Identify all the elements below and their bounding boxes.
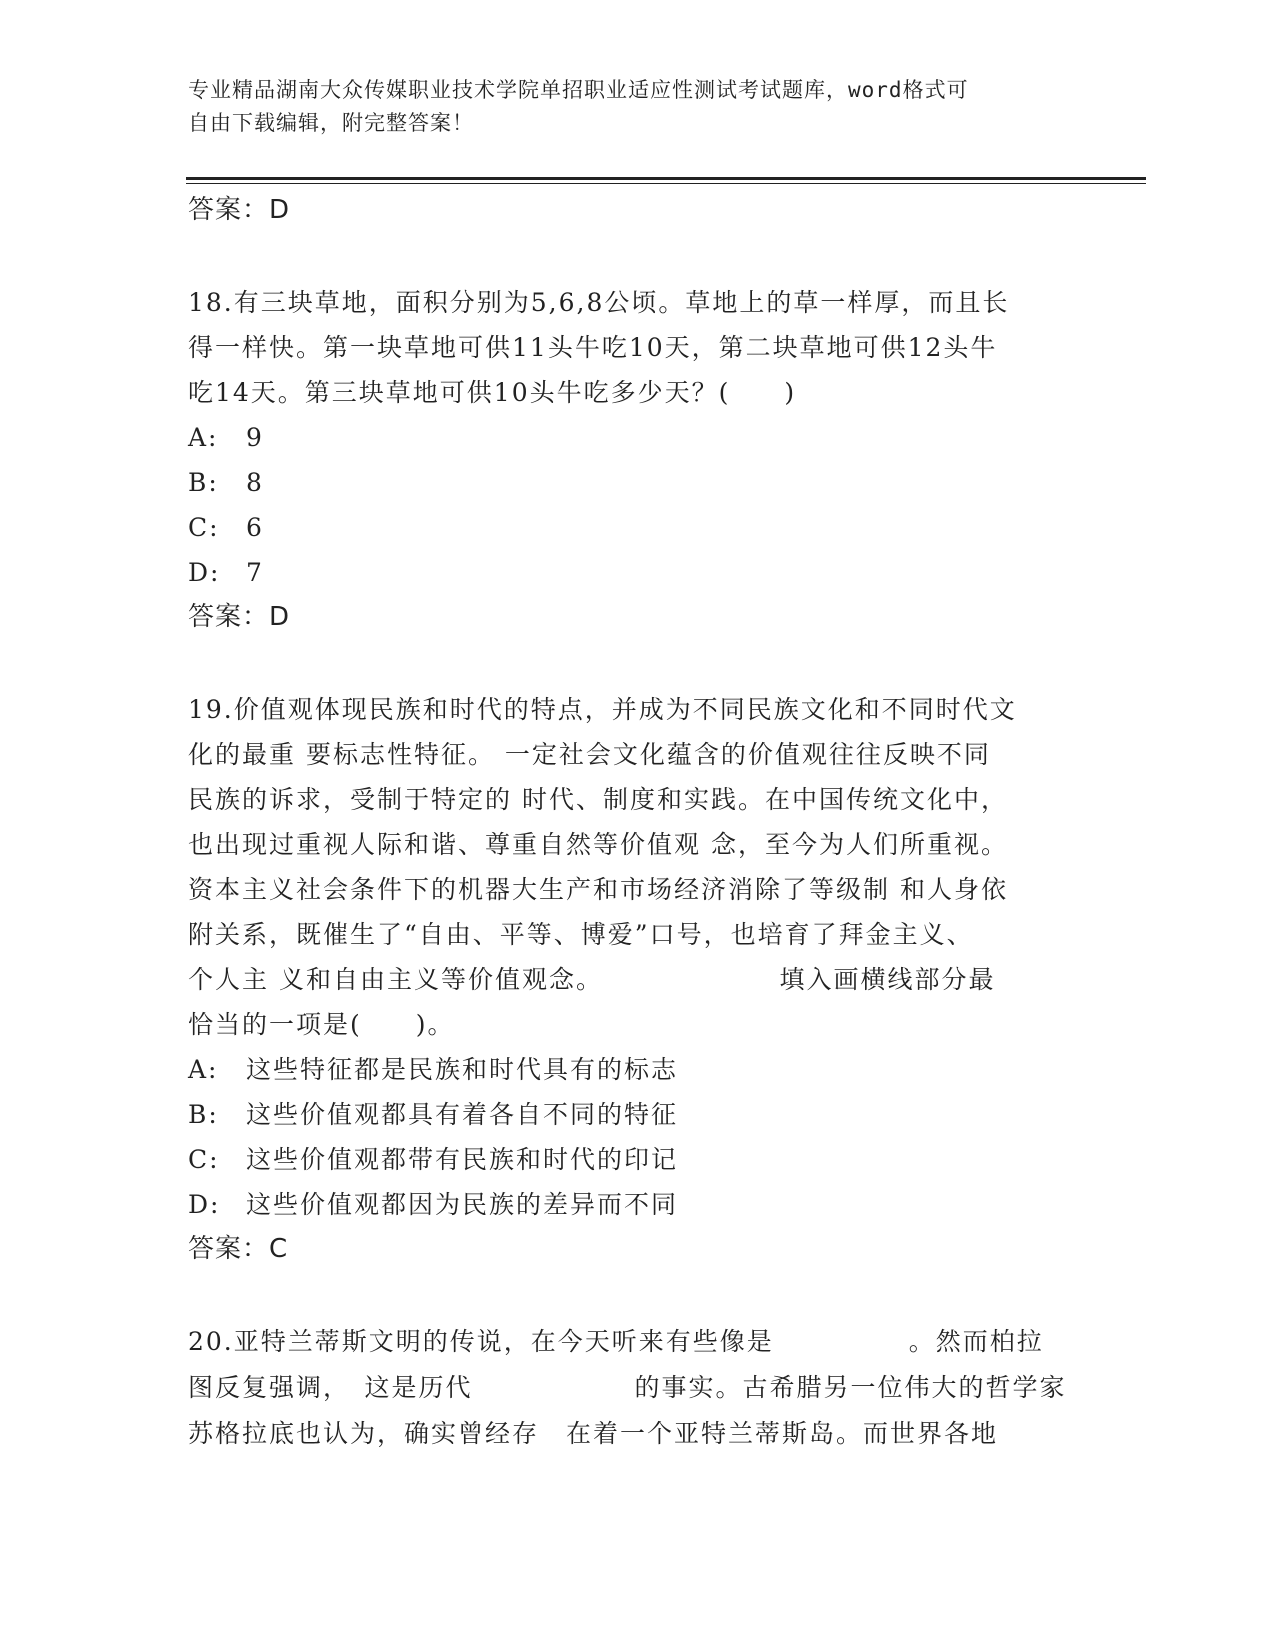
header-line-1: 专业精品湖南大众传媒职业技术学院单招职业适应性测试考试题库，word格式可 [188, 78, 969, 102]
question-18 [188, 280, 1068, 639]
answer-18: 答案：D [188, 602, 291, 632]
question-19 [188, 687, 1068, 1271]
option-b: B: 8 [188, 468, 264, 497]
answer-previous: 答案：D [188, 195, 291, 225]
question-20 [188, 1319, 1068, 1457]
option-d: D: 这些价值观都因为民族的差异而不同 [188, 1190, 679, 1219]
option-c: C: 6 [188, 513, 264, 542]
option-a: A: 9 [188, 423, 264, 452]
question-stem: 19.价值观体现民族和时代的特点，并成为不同民族文化和不同时代文 化的最重 要标志性特征。 一定社会文化蕴含的价值观往往反映不同 民族的诉求，受制于特定的 时代、制度和实践。在中国传统文化中， 也出现过重视人际和谐、尊重自然等价值观 念，至今为人们所重视。 资本主义社会条件下的机器大生产和市场经济消除了等级制 和人身依 附关系，既催生了“自由、平等、博爱”口号，也培育了拜金主义、 个人主 义和自由主义等价值观念。 填入画横线部分最 恰当的一项是( )。 [188, 695, 1017, 1039]
option-d: D: 7 [188, 558, 264, 587]
header-divider-thin [186, 183, 1146, 184]
option-c: C: 这些价值观都带有民族和时代的印记 [188, 1145, 679, 1174]
option-b: B: 这些价值观都具有着各自不同的特征 [188, 1100, 679, 1129]
answer-19: 答案：C [188, 1234, 289, 1264]
header-divider-thick [186, 177, 1146, 180]
option-a: A: 这些特征都是民族和时代具有的标志 [188, 1055, 679, 1084]
question-stem: 20.亚特兰蒂斯文明的传说，在今天听来有些像是 。然而柏拉 图反复强调， 这是历代 的事实。古希腊另一位伟大的哲学家 苏格拉底也认为，确实曾经存 在着一个亚特兰蒂斯岛。而世界各地 [188, 1327, 1067, 1448]
page-header [188, 74, 1068, 140]
question-stem: 18.有三块草地，面积分别为5,6,8公顷。草地上的草一样厚，而且长 得一样快。第一块草地可供11头牛吃10天，第二块草地可供12头牛 吃14天。第三块草地可供10头牛吃多少天？( ) [188, 288, 1010, 407]
header-line-2: 自由下载编辑，附完整答案！ [188, 111, 474, 135]
question-list [188, 188, 1068, 1457]
